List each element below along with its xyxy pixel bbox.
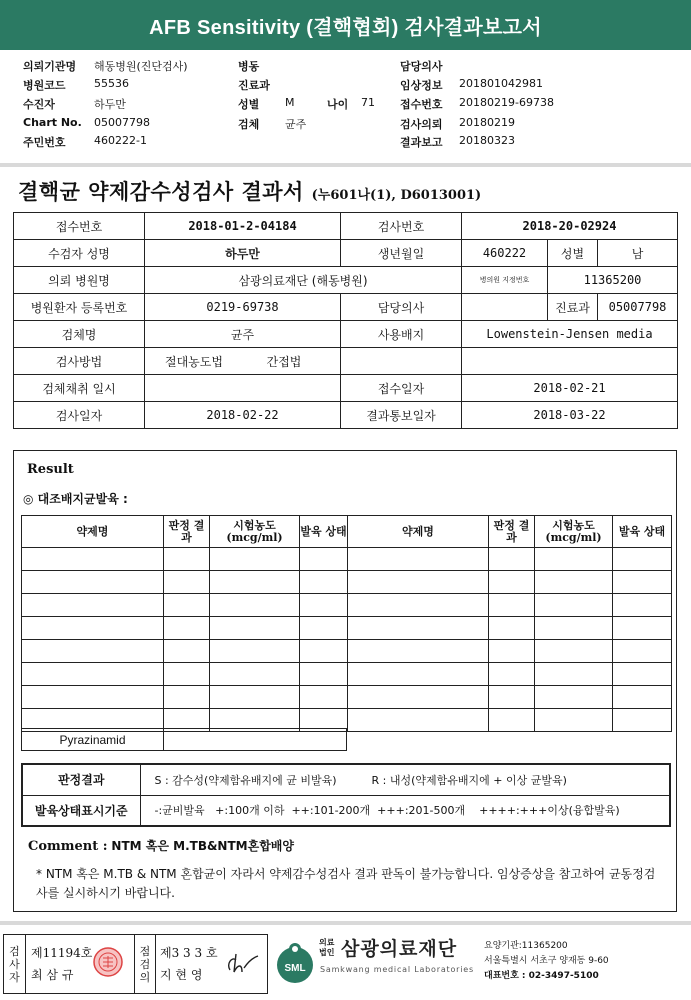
drug-cell [348,548,489,571]
col-growth: 발육 상태 [300,516,348,548]
collect-label: 검체채취 일시 [14,375,145,402]
hospital-label: 의뢰 병원명 [14,267,145,294]
drug-cell [300,594,348,617]
legend-table [21,763,671,827]
drug-row [22,663,672,686]
drug-cell [164,617,210,640]
header-label-institution: 의뢰기관명 [23,60,77,73]
header-value-chart-no: 05007798 [94,116,150,129]
method-value [145,348,341,375]
header-label-resident-no: 주민번호 [23,136,66,149]
header-value-request-date: 20180219 [459,116,515,129]
sex-value: 남 [598,240,678,267]
info-row [14,267,678,294]
drug-cell [535,686,613,709]
legend-row [22,795,670,826]
dept-value: 05007798 [598,294,678,321]
header-value-patient: 하두만 [94,98,126,111]
birth-value: 460222 [462,240,548,267]
designated-no-value: 11365200 [548,267,678,294]
drug-cell [210,594,300,617]
drug-cell [613,709,672,732]
drug-row [22,640,672,663]
drug-cell [535,594,613,617]
header-label-report-date: 결과보고 [400,136,443,149]
org-contact [484,939,609,984]
judge-legend-label: 판정결과 [22,764,140,795]
collect-value [145,375,341,402]
header-value-clinical-info: 201801042981 [459,77,543,90]
col-drug-name: 약제명 [22,516,164,548]
header-label-ward: 병동 [238,60,260,73]
info-row [14,375,678,402]
drug-cell [210,663,300,686]
info-row [14,348,678,375]
judge-legend-text: S : 감수성(약제함유배지에 균 비발육) R : 내성(약제함유배지에 + 이상 균발육) [140,764,670,795]
drug-cell [300,686,348,709]
patient-no-label: 병원환자 등록번호 [14,294,145,321]
dept-label: 진료과 [548,294,598,321]
drug-row [22,548,672,571]
header-label-doctor: 담당의사 [400,60,443,73]
drug-cell [613,686,672,709]
header-value-receipt-no: 20180219-69738 [459,96,554,109]
org-name: 삼광의료재단 [341,938,458,960]
col-judge: 판정 결과 [164,516,210,548]
report-banner-title: AFB Sensitivity (결핵협회) 검사결과보고서 [0,0,691,50]
drug-cell [300,548,348,571]
method-indirect: 간접법 [266,354,302,369]
comment-value: NTM 혹은 M.TB&NTM혼합배양 [111,839,294,853]
col-concentration: 시험농도 (mcg/ml) [535,516,613,548]
name-value: 하두만 [145,240,341,267]
drug-cell [164,686,210,709]
test-date-label: 검사일자 [14,402,145,429]
drug-cell [22,663,164,686]
org-english-name: Samkwang medical Laboratories [320,965,474,974]
drug-cell [210,686,300,709]
drug-cell [613,640,672,663]
drug-cell [348,686,489,709]
header-value-report-date: 20180323 [459,134,515,147]
drug-cell [348,571,489,594]
drug-cell [613,594,672,617]
header-label-clinical-info: 임상정보 [400,79,443,92]
info-row [14,402,678,429]
drug-cell [613,571,672,594]
tester-label: 검 사 자 [4,935,26,993]
received-value: 2018-02-21 [462,375,678,402]
drug-cell [22,686,164,709]
receipt-no-value: 2018-01-2-04184 [145,213,341,240]
designated-no-label: 병의원 지정번호 [462,267,548,294]
header-label-hospital-code: 병원코드 [23,79,66,92]
drug-cell [489,686,535,709]
drug-cell [210,571,300,594]
report-title [18,176,481,206]
method-label: 검사방법 [14,348,145,375]
drug-cell [535,548,613,571]
info-row [14,213,678,240]
drug-cell [489,663,535,686]
name-label: 수검자 성명 [14,240,145,267]
sex-label: 성별 [548,240,598,267]
drug-cell [164,571,210,594]
drug-cell [300,663,348,686]
drug-cell [300,640,348,663]
org-code-line: 요양기관:11365200 [484,941,568,951]
doctor-value [462,294,548,321]
info-row [14,240,678,267]
header-label-sex: 성별 [238,98,260,111]
header-value-resident-no: 460222-1 [94,134,147,147]
drug-cell [348,594,489,617]
drug-table [21,515,672,732]
footer-divider [0,921,691,925]
drug-cell [210,548,300,571]
header-value-sex: M [285,96,295,109]
method-empty-1 [341,348,462,375]
result-heading: Result [27,462,74,477]
col-growth: 발육 상태 [613,516,672,548]
drug-cell [22,548,164,571]
org-prefix: 의료 법인 [319,938,335,957]
header-label-specimen: 검체 [238,118,260,131]
test-no-label: 검사번호 [341,213,462,240]
col-concentration: 시험농도 (mcg/ml) [210,516,300,548]
method-empty-2 [462,348,678,375]
drug-cell [348,640,489,663]
received-label: 접수일자 [341,375,462,402]
drug-cell [300,617,348,640]
header-value-hospital-code: 55536 [94,77,129,90]
drug-row [22,571,672,594]
col-judge: 판정 결과 [489,516,535,548]
drug-cell [164,640,210,663]
drug-cell [22,640,164,663]
org-phone-line: 대표번호 : 02-3497-5100 [484,971,599,981]
drug-cell [489,617,535,640]
drug-cell [535,663,613,686]
drug-cell [489,594,535,617]
media-value: Lowenstein-Jensen media [462,321,678,348]
receipt-no-label: 접수번호 [14,213,145,240]
drug-cell [164,663,210,686]
inspector-label: 점 검 의 [134,935,156,993]
header-label-chart-no: Chart No. [23,116,82,129]
handwritten-signature-icon [222,950,262,978]
notify-value: 2018-03-22 [462,402,678,429]
header-label-patient: 수진자 [23,98,55,111]
drug-cell [535,617,613,640]
drug-cell [489,709,535,732]
header-label-age: 나이 [327,98,349,111]
comment-label: Comment : [28,839,108,854]
media-label: 사용배지 [341,321,462,348]
header-label-receipt-no: 접수번호 [400,98,443,111]
patient-info-table [13,212,678,429]
notify-label: 결과통보일자 [341,402,462,429]
test-no-value: 2018-20-02924 [462,213,678,240]
birth-label: 생년월일 [341,240,462,267]
drug-table-body [22,548,672,732]
drug-name-pyrazinamid: Pyrazinamid [22,729,164,750]
header-label-request-date: 검사의뢰 [400,118,443,131]
drug-cell [348,663,489,686]
tester-license-no: 제11194호 [31,946,93,960]
patient-no-value: 0219-69738 [145,294,341,321]
test-date-value: 2018-02-22 [145,402,341,429]
growth-legend-label: 발육상태표시기준 [22,795,140,826]
drug-table-header [22,516,672,548]
header-value-specimen: 균주 [285,118,307,131]
drug-row-last [21,728,347,751]
control-medium-growth-label: ◎ 대조배지균발육 : [23,492,128,506]
sml-logo-icon [272,936,318,986]
report-title-text: 결핵균 약제감수성검사 결과서 [18,179,304,204]
drug-cell [489,548,535,571]
drug-cell [535,571,613,594]
doctor-label: 담당의사 [341,294,462,321]
inspector-name: 지 현 영 [160,968,203,982]
drug-cell [22,571,164,594]
method-absolute: 절대농도법 [165,354,223,369]
drug-cell [613,617,672,640]
header-value-age: 71 [361,96,375,109]
org-address-line: 서울특별시 서초구 양재동 9-60 [484,956,609,966]
specimen-label: 검체명 [14,321,145,348]
tester-name: 최 삼 규 [31,968,74,982]
specimen-value: 균주 [145,321,341,348]
drug-cell [22,594,164,617]
info-row [14,321,678,348]
drug-cell [164,594,210,617]
drug-cell [535,709,613,732]
inspector-license-no: 제3 3 3 호 [160,946,218,960]
logo-text: SML [284,963,306,974]
drug-cell [210,617,300,640]
info-row [14,294,678,321]
comment-text: * NTM 혹은 M.TB & NTM 혼합균이 자라서 약제감수성검사 결과 판독이 불가능합니다. 임상증상을 참고하여 균동정검사를 실시하시기 바랍니다. [36,867,656,900]
col-drug-name: 약제명 [348,516,489,548]
header-label-dept: 진료과 [238,79,270,92]
drug-cell [613,548,672,571]
header-value-institution: 해동병원(진단검사) [94,60,188,73]
drug-cell [535,640,613,663]
hospital-value: 삼광의료재단 (해동병원) [145,267,462,294]
drug-cell [348,709,489,732]
drug-cell [348,617,489,640]
drug-cell [300,571,348,594]
growth-legend-text: -:균비발육 +:100개 이하 ++:101-200개 +++:201-500개 ++++:+++이상(융합발육) [140,795,670,826]
drug-row [22,617,672,640]
drug-row [22,594,672,617]
drug-cell [613,663,672,686]
drug-cell [489,571,535,594]
drug-cell [164,548,210,571]
header-divider [0,163,691,167]
report-title-code: (누601나(1), D6013001) [311,188,482,203]
drug-cell [22,617,164,640]
legend-row [22,764,670,795]
drug-cell [489,640,535,663]
drug-row [22,686,672,709]
seal-stamp-icon [92,946,124,978]
drug-cell [210,640,300,663]
comment-line [28,837,294,854]
